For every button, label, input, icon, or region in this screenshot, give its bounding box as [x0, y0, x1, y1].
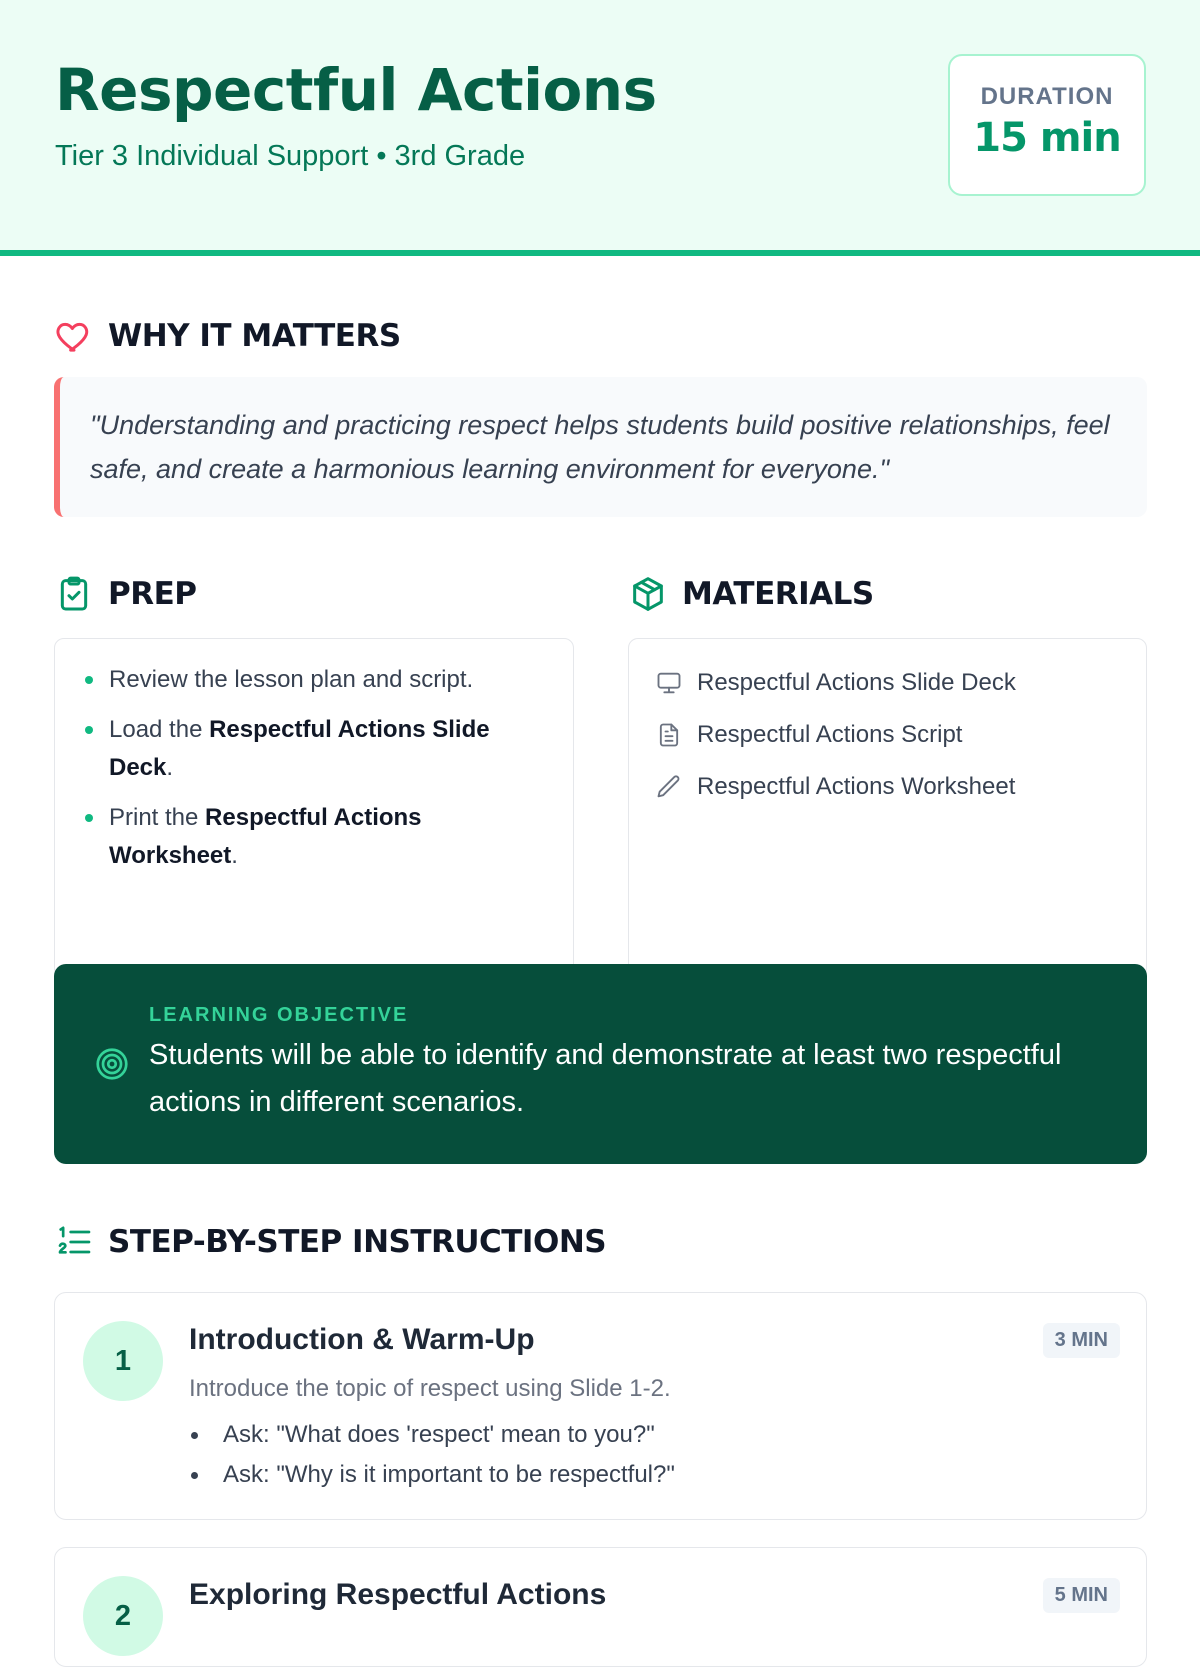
- duration-value: 15 min: [973, 115, 1121, 161]
- clipboard-check-icon: [54, 574, 94, 614]
- lesson-header: [0, 0, 1200, 256]
- section-title: STEP-BY-STEP INSTRUCTIONS: [108, 1224, 607, 1260]
- duration-badge: [948, 54, 1146, 196]
- numbered-list-icon: [54, 1222, 94, 1262]
- why-quote: "Understanding and practicing respect helps students build positive relationships, feel safe, and create a harmonious learning environment for everyone.": [90, 410, 1110, 484]
- section-title: MATERIALS: [682, 576, 874, 612]
- objective-text: Students will be able to identify and demonstrate at least two respectful actions in different scenarios.: [149, 1039, 1062, 1118]
- material-label: Respectful Actions Worksheet: [697, 773, 1016, 800]
- step-bullet-text: Ask: "Why is it important to be respectful?": [223, 1461, 675, 1488]
- step-duration-badge: 3 MIN: [1043, 1323, 1120, 1358]
- prep-heading: [54, 574, 197, 614]
- why-quote-box: [54, 377, 1147, 517]
- prep-text: Print the: [109, 804, 206, 831]
- prep-item: [83, 711, 533, 787]
- material-label: Respectful Actions Slide Deck: [697, 669, 1016, 696]
- heart-icon: [54, 316, 94, 356]
- material-item[interactable]: [655, 663, 1016, 703]
- prep-text: .: [166, 754, 174, 781]
- prep-list: [83, 661, 533, 887]
- bullet-dot: [191, 1432, 198, 1439]
- prep-item: [83, 799, 533, 875]
- prep-card: [54, 638, 574, 978]
- material-item[interactable]: [655, 767, 1016, 807]
- step-card: [54, 1292, 1147, 1520]
- prep-text: Load the: [109, 716, 210, 743]
- prep-item: [83, 661, 533, 699]
- page-title: Respectful Actions: [55, 56, 657, 124]
- monitor-icon: [655, 669, 683, 697]
- package-icon: [628, 574, 668, 614]
- step-title: Exploring Respectful Actions: [189, 1578, 607, 1611]
- steps-heading: [54, 1222, 606, 1262]
- bullet-dot: [85, 676, 93, 684]
- material-label: Respectful Actions Script: [697, 721, 963, 748]
- step-title: Introduction & Warm-Up: [189, 1323, 535, 1356]
- step-card: [54, 1547, 1147, 1667]
- prep-highlight: Respectful Actions Slide Deck: [109, 716, 490, 781]
- page-subtitle: Tier 3 Individual Support • 3rd Grade: [55, 140, 526, 172]
- step-number: 2: [83, 1576, 163, 1656]
- material-item[interactable]: [655, 715, 1016, 755]
- step-number: 1: [83, 1321, 163, 1401]
- bullet-dot: [85, 814, 93, 822]
- why-it-matters-heading: [54, 316, 401, 356]
- pencil-icon: [655, 773, 683, 801]
- objective-label: LEARNING OBJECTIVE: [149, 1004, 409, 1026]
- prep-text: .: [231, 842, 238, 869]
- step-bullet: [189, 1455, 675, 1495]
- materials-list: [655, 663, 1016, 819]
- step-duration-badge: 5 MIN: [1043, 1578, 1120, 1613]
- prep-text: Review the lesson plan and script.: [109, 666, 474, 693]
- bullet-dot: [85, 726, 93, 734]
- step-description: Introduce the topic of respect using Slide 1-2.: [189, 1375, 671, 1402]
- materials-card: [628, 638, 1147, 978]
- section-title: PREP: [108, 576, 197, 612]
- prep-highlight: Respectful Actions Worksheet: [109, 804, 422, 869]
- step-bullets: [189, 1415, 675, 1495]
- step-bullet: [189, 1415, 675, 1455]
- materials-heading: [628, 574, 874, 614]
- target-icon: [94, 1046, 130, 1082]
- document-icon: [655, 721, 683, 749]
- bullet-dot: [191, 1472, 198, 1479]
- section-title: WHY IT MATTERS: [108, 318, 401, 354]
- duration-label: DURATION: [980, 83, 1114, 110]
- step-bullet-text: Ask: "What does 'respect' mean to you?": [223, 1421, 655, 1448]
- learning-objective-banner: [54, 964, 1147, 1164]
